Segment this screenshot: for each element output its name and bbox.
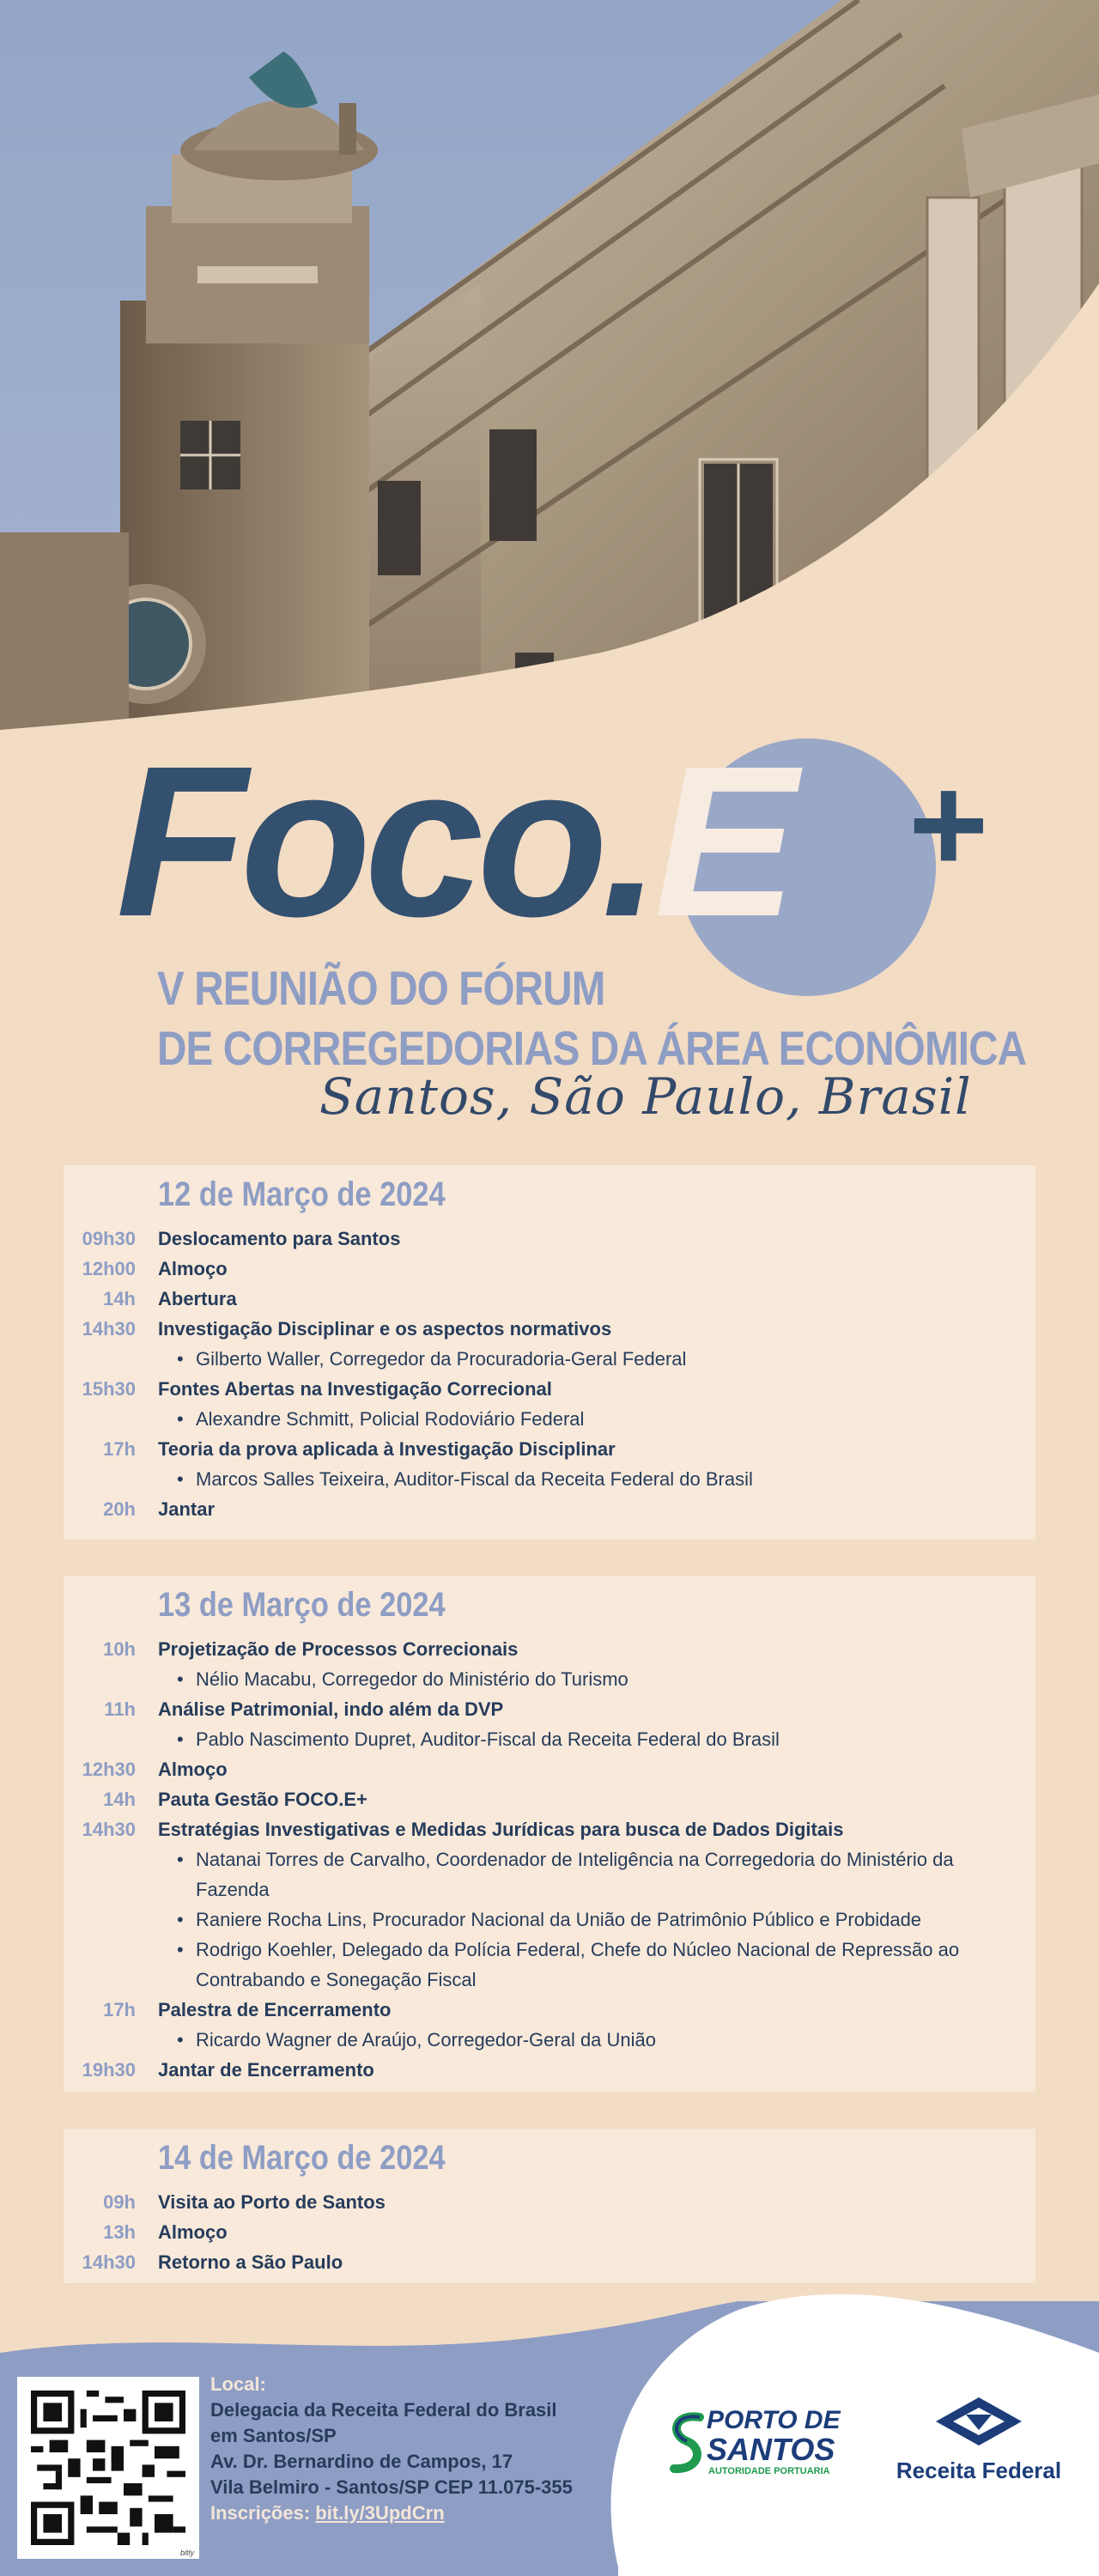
- schedule-rows: [64, 2187, 1035, 2277]
- schedule-row: [64, 1634, 1035, 1664]
- session-time: 14h: [103, 1288, 136, 1309]
- speaker-row: [64, 1664, 1035, 1694]
- speaker-row: [64, 1404, 1035, 1434]
- session-time: 10h: [103, 1638, 136, 1660]
- session-title: Deslocamento para Santos: [158, 1228, 401, 1249]
- day-panel-3: [64, 2129, 1035, 2283]
- venue-line1: Delegacia da Receita Federal do Brasil: [210, 2399, 557, 2421]
- subtitle-line2: DE CORREGEDORIAS DA ÁREA ECONÔMICA: [157, 1021, 1027, 1075]
- speaker-row: [64, 1844, 1035, 1905]
- schedule-row: [64, 1995, 1035, 2025]
- schedule-row: [64, 2247, 1035, 2277]
- session-title: Teoria da prova aplicada à Investigação Disciplinar: [158, 1438, 616, 1460]
- session-title: Fontes Abertas na Investigação Correcional: [158, 1378, 552, 1400]
- porto-s-icon: [665, 2409, 708, 2477]
- receita-federal-emblem-icon: [932, 2396, 1026, 2456]
- speaker-row: [64, 1464, 1035, 1494]
- speaker-name: • Marcos Salles Teixeira, Auditor-Fiscal da Receita Federal do Brasil: [196, 1464, 1015, 1494]
- venue-line2: em Santos/SP: [210, 2425, 337, 2446]
- session-time: 13h: [103, 2221, 136, 2243]
- session-time: 09h30: [82, 1228, 136, 1249]
- logo-e-letter: E: [653, 721, 791, 961]
- signup-label: Inscrições:: [210, 2502, 311, 2524]
- session-time: 09h: [103, 2191, 136, 2213]
- hero-building-photo: [0, 0, 1099, 773]
- local-label: Local:: [210, 2373, 266, 2395]
- session-title: Análise Patrimonial, indo além da DVP: [158, 1698, 504, 1720]
- address-line1: Av. Dr. Bernardino de Campos, 17: [210, 2451, 513, 2472]
- day-panel-2: [64, 1576, 1035, 2092]
- speaker-name: • Gilberto Waller, Corregedor da Procuradoria-Geral Federal: [196, 1344, 1015, 1374]
- session-time: 14h30: [82, 1819, 136, 1840]
- rf-name: Receita Federal: [896, 2458, 1062, 2483]
- session-title: Projetização de Processos Correcionais: [158, 1638, 519, 1660]
- schedule-row: [64, 1434, 1035, 1464]
- qr-caption: bitly: [179, 2549, 194, 2557]
- session-title: Almoço: [158, 1258, 228, 1279]
- signup-link[interactable]: bit.ly/3UpdCrn: [315, 2502, 445, 2524]
- session-title: Jantar de Encerramento: [158, 2059, 374, 2081]
- schedule-row: [64, 2055, 1035, 2085]
- speaker-name: • Alexandre Schmitt, Policial Rodoviário Federal: [196, 1404, 1015, 1434]
- schedule-row: [64, 1814, 1035, 1844]
- session-time: 17h: [103, 1999, 136, 2020]
- session-time: 12h00: [82, 1258, 136, 1279]
- logo-foco-e: [116, 721, 791, 961]
- logo-plus: +: [908, 747, 989, 901]
- porto-line3: AUTORIDADE PORTUARIA: [708, 2466, 830, 2476]
- session-time: 14h30: [82, 1318, 136, 1340]
- schedule-row: [64, 1494, 1035, 1524]
- session-time: 15h30: [82, 1378, 136, 1400]
- speaker-row: [64, 1344, 1035, 1374]
- speaker-row: [64, 1935, 1035, 1995]
- subtitle-line1: V REUNIÃO DO FÓRUM: [157, 961, 605, 1015]
- schedule-row: [64, 1284, 1035, 1314]
- day-title: 13 de Março de 2024: [158, 1586, 446, 1624]
- receita-federal-logo: [889, 2396, 1069, 2490]
- address-line2: Vila Belmiro - Santos/SP CEP 11.075-355: [210, 2476, 573, 2498]
- session-time: 17h: [103, 1438, 136, 1460]
- qr-code[interactable]: [17, 2377, 199, 2559]
- session-title: Almoço: [158, 1759, 228, 1780]
- porto-de-santos-logo: [665, 2404, 863, 2482]
- speaker-row: [64, 2025, 1035, 2055]
- hero-wave-overlay: [0, 0, 1099, 773]
- schedule-rows: [64, 1224, 1035, 1524]
- schedule-row: [64, 2187, 1035, 2217]
- session-title: Visita ao Porto de Santos: [158, 2191, 386, 2213]
- logo-foco-text: Foco.: [116, 721, 654, 961]
- session-title: Investigação Disciplinar e os aspectos normativos: [158, 1318, 612, 1340]
- speaker-name: • Ricardo Wagner de Araújo, Corregedor-Geral da União: [196, 2025, 1015, 2055]
- schedule-row: [64, 1314, 1035, 1344]
- speaker-row: [64, 1724, 1035, 1754]
- speaker-row: [64, 1905, 1035, 1935]
- session-time: 12h30: [82, 1759, 136, 1780]
- day-title: 12 de Março de 2024: [158, 1176, 446, 1213]
- session-title: Palestra de Encerramento: [158, 1999, 392, 2020]
- schedule-row: [64, 1754, 1035, 1784]
- schedule-row: [64, 2217, 1035, 2247]
- day-title: 14 de Março de 2024: [158, 2139, 446, 2177]
- session-title: Almoço: [158, 2221, 228, 2243]
- session-title: Retorno a São Paulo: [158, 2251, 343, 2273]
- schedule-row: [64, 1374, 1035, 1404]
- session-title: Estratégias Investigativas e Medidas Jurídicas para busca de Dados Digitais: [158, 1819, 844, 1840]
- session-time: 14h: [103, 1789, 136, 1810]
- schedule-row: [64, 1224, 1035, 1254]
- speaker-name: • Rodrigo Koehler, Delegado da Polícia Federal, Chefe do Núcleo Nacional de Repressão ao Contrabando e Sonegação Fiscal: [196, 1935, 1015, 1995]
- session-time: 14h30: [82, 2251, 136, 2273]
- schedule-rows: [64, 1634, 1035, 2085]
- schedule-row: [64, 1254, 1035, 1284]
- qr-pattern: [31, 2391, 185, 2545]
- porto-line2: SANTOS: [707, 2432, 835, 2467]
- speaker-name: • Raniere Rocha Lins, Procurador Nacional da União de Patrimônio Público e Probidade: [196, 1905, 1015, 1935]
- speaker-name: • Pablo Nascimento Dupret, Auditor-Fiscal da Receita Federal do Brasil: [196, 1724, 1015, 1754]
- session-title: Jantar: [158, 1498, 216, 1520]
- session-time: 11h: [104, 1698, 136, 1720]
- session-time: 20h: [103, 1498, 136, 1520]
- session-title: Abertura: [158, 1288, 237, 1309]
- schedule-row: [64, 1694, 1035, 1724]
- day-panel-1: [64, 1165, 1035, 1540]
- session-time: 19h30: [82, 2059, 136, 2081]
- porto-line1: PORTO DE: [707, 2406, 841, 2434]
- location-script: Santos, São Paulo, Brasil: [319, 1067, 972, 1126]
- session-title: Pauta Gestão FOCO.E+: [158, 1789, 367, 1810]
- speaker-name: • Nélio Macabu, Corregedor do Ministério do Turismo: [196, 1664, 1015, 1694]
- schedule-row: [64, 1784, 1035, 1814]
- speaker-name: • Natanai Torres de Carvalho, Coordenador de Inteligência na Corregedoria do Ministério da Fazenda: [196, 1844, 1015, 1905]
- venue-info: [210, 2372, 573, 2526]
